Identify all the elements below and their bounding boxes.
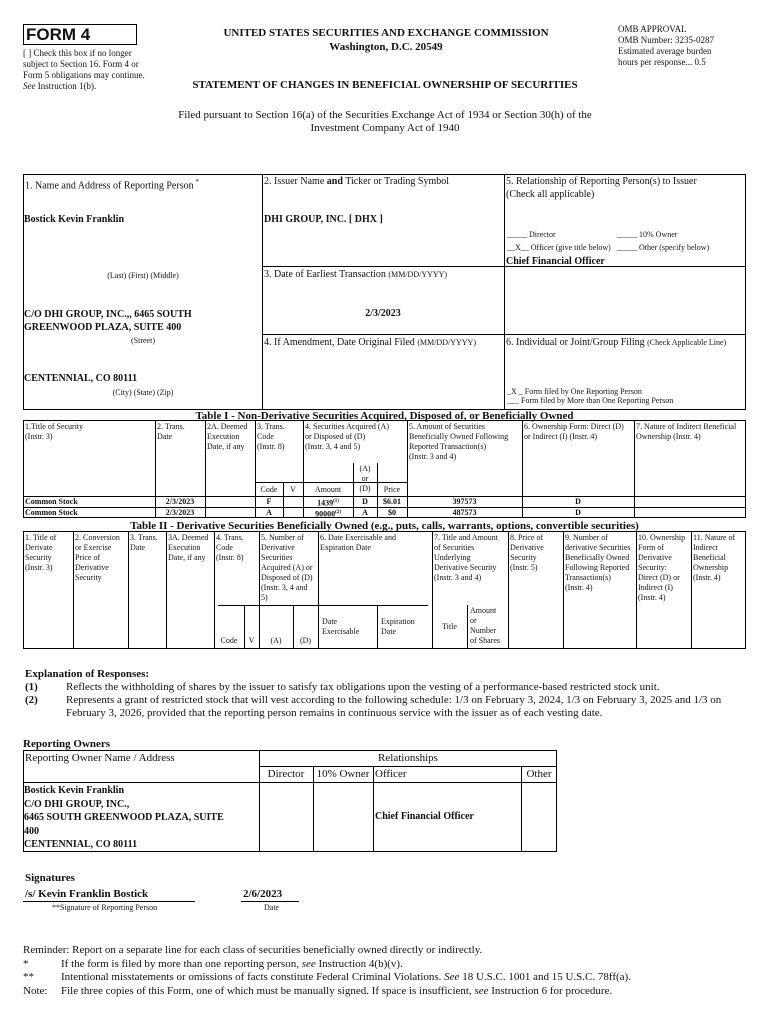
owners-col-relationships: Relationships — [378, 752, 438, 764]
omb-approval — [618, 24, 768, 68]
t1-r1-form: D — [575, 508, 581, 517]
t1-h-deemed: 2A. Deemed Execution Date, if any — [207, 422, 248, 451]
name-parts-label: (Last) (First) (Middle) — [107, 271, 179, 280]
t1-sub-price: Price — [383, 485, 401, 494]
box2-label — [264, 176, 449, 188]
owner-officer-value: Chief Financial Officer — [375, 811, 474, 822]
box2-label-b: Ticker or Trading Symbol — [342, 176, 450, 187]
footnote-star-text — [61, 958, 403, 971]
table2-title: Table II - Derivative Securities Beneficially Owned (e.g., puts, calls, warrants, options, convertible securities) — [130, 520, 639, 532]
owners-col-officer: Officer — [375, 768, 407, 780]
reminder: Reminder: Report on a separate line for each class of securities beneficially owned directly or indirectly. — [23, 944, 483, 956]
omb-line-3: Estimated average burden — [618, 46, 712, 56]
explanation-num-2: (2) — [25, 694, 38, 706]
t2-sub-date-exercisable: Date Exercisable — [322, 617, 360, 636]
rel-officer: __X__ Officer (give title below) — [507, 243, 611, 252]
filed-pursuant-2: Investment Company Act of 1940 — [310, 122, 460, 134]
box4-label-text: 4. If Amendment, Date Original Filed — [264, 337, 418, 348]
footnote-star-text-b: Instruction 4(b)(v). — [315, 958, 403, 970]
t1-r1-code: A — [266, 508, 272, 517]
explanation-text-1: Reflects the withholding of shares by the issuer to satisfy tax obligations upon the vesting of a performance-based restricted stock unit. — [66, 681, 660, 693]
reporting-person-name: Bostick Kevin Franklin — [24, 214, 125, 225]
address-line-1: C/O DHI GROUP, INC.,, 6465 SOUTH — [24, 309, 192, 320]
box1-label — [25, 176, 199, 192]
box3-label-text: 3. Date of Earliest Transaction — [264, 269, 389, 280]
footnote-note-text — [61, 985, 612, 998]
omb-line-2: OMB Number: 3235-0287 — [618, 35, 714, 45]
footnote-double-star-mark: ** — [23, 971, 34, 983]
footnote-star-text-a: If the form is filed by more than one reporting person, — [61, 958, 302, 970]
t2-sub-v: V — [248, 636, 255, 645]
t1-r0-price: $6.01 — [383, 497, 401, 506]
address-line-2: GREENWOOD PLAZA, SUITE 400 — [24, 322, 182, 333]
city-label: (City) (State) (Zip) — [112, 388, 174, 397]
t1-sub-aord: (A) or (D) — [359, 464, 371, 493]
issuer-name: DHI GROUP, INC. [ DHX ] — [264, 214, 383, 225]
check-box-note-end: Instruction 1(b). — [35, 81, 97, 91]
t2-h-owned: 9. Number of derivative Securities Beneficially Owned Following Reported Transaction(s) (Instr. 4) — [565, 533, 631, 592]
rel-director: _____ Director — [507, 230, 556, 239]
t1-r0-amount-note: (1) — [333, 499, 339, 504]
owners-col-10-owner: 10% Owner — [316, 768, 370, 780]
t1-r0-title: Common Stock — [25, 497, 78, 506]
signatures-heading: Signatures — [25, 872, 75, 884]
omb-line-4: hours per response... 0.5 — [618, 57, 706, 67]
t1-h-acquired: 4. Securities Acquired (A) or Disposed of (D) (Instr. 3, 4 and 5) — [305, 422, 389, 451]
t2-h-nature: 11. Nature of Indirect Beneficial Ownership (Instr. 4) — [693, 533, 736, 582]
check-box-note — [23, 48, 153, 92]
t1-sub-code: Code — [260, 485, 278, 494]
box4-format: (MM/DD/YYYY) — [417, 338, 476, 347]
footnote-note-text-a: File three copies of this Form, one of which must be manually signed. If space is insufficient, — [61, 985, 475, 997]
agency-name: UNITED STATES SECURITIES AND EXCHANGE COMMISSION — [223, 27, 549, 39]
table-row — [23, 508, 746, 518]
footnote-star-see: see — [301, 958, 316, 970]
t1-sub-v: V — [290, 485, 296, 494]
box6-note: (Check Applicable Line) — [647, 338, 727, 347]
box3-label — [264, 269, 447, 281]
t1-r1-date: 2/3/2023 — [165, 508, 195, 517]
t1-r1-amount-note: (2) — [335, 510, 341, 515]
box3-format: (MM/DD/YYYY) — [388, 270, 448, 279]
t1-h-title: 1.Title of Security (Instr. 3) — [25, 422, 84, 441]
box4-label — [264, 337, 476, 349]
box6-label-text: 6. Individual or Joint/Group Filing — [506, 337, 648, 348]
t1-r0-aord: D — [362, 497, 368, 506]
footnote-note-mark: Note: — [23, 985, 48, 997]
box2-label-a: 2. Issuer Name — [264, 176, 327, 187]
t1-r1-owned: 487573 — [452, 508, 477, 517]
signature-label: **Signature of Reporting Person — [52, 903, 158, 912]
t1-h-form: 6. Ownership Form: Direct (D) or Indirect (I) (Instr. 4) — [524, 422, 624, 441]
signature-name: /s/ Kevin Franklin Bostick — [25, 888, 149, 900]
t2-h-form: 10. Ownership Form of Derivative Security: Direct (D) or Indirect (I) (Instr. 4) — [638, 533, 686, 602]
t2-h-number: 5. Number of Derivative Securities Acquired (A) or Disposed of (D) (Instr. 3, 4 and 5) — [261, 533, 313, 602]
footnote-double-star-see: See — [444, 971, 460, 983]
owner-name-address: Bostick Kevin Franklin C/O DHI GROUP, INC., 6465 SOUTH GREENWOOD PLAZA, SUITE 400 CENTENNIAL, CO 80111 — [24, 785, 224, 850]
explanation-heading: Explanation of Responses: — [25, 668, 150, 680]
owners-col-director: Director — [267, 768, 305, 780]
t2-h-deemed: 3A. Deemed Execution Date, if any — [168, 533, 209, 562]
t1-r0-date: 2/3/2023 — [165, 497, 195, 506]
box5-label: 5. Relationship of Reporting Person(s) to Issuer — [506, 176, 697, 187]
t1-r0-amount-value: 1439 — [317, 498, 334, 508]
t2-h-code: 4. Trans. Code (Instr. 8) — [216, 533, 244, 562]
t2-h-date: 3. Trans. Date — [130, 533, 158, 552]
t1-r1-amount — [303, 508, 353, 520]
footnote-note-see: see — [474, 985, 489, 997]
signature-date: 2/6/2023 — [243, 888, 283, 900]
t1-r0-code: F — [266, 497, 272, 506]
box1-star: * — [193, 178, 199, 186]
t1-sub-amount: Amount — [314, 485, 342, 494]
t1-h-date: 2. Trans. Date — [157, 422, 185, 441]
t2-h-title: 1. Title of Derivate Security (Instr. 3) — [25, 533, 57, 572]
t2-sub-amount: Amount or Number of Shares — [470, 606, 500, 645]
t2-h-underlying: 7. Title and Amount of Securities Underlying Derivative Security (Instr. 3 and 4) — [434, 533, 499, 582]
explanation-num-1: (1) — [25, 681, 38, 693]
rel-other: _____ Other (specify below) — [617, 243, 710, 252]
statement-title: STATEMENT OF CHANGES IN BENEFICIAL OWNERSHIP OF SECURITIES — [192, 79, 578, 91]
signature-date-label: Date — [264, 903, 280, 912]
t2-h-exercisable: 6. Date Exercisable and Expiration Date — [320, 533, 396, 552]
owners-heading: Reporting Owners — [23, 738, 111, 750]
t1-h-owned: 5. Amount of Securities Beneficially Owned Following Reported Transaction(s) (Instr. 3 and 4) — [409, 422, 509, 461]
t1-r1-amount-value: 90000 — [315, 509, 336, 519]
t2-sub-code: Code — [220, 636, 238, 645]
check-box-note-see: See — [23, 81, 36, 91]
footnote-note-text-b: Instruction 6 for procedure. — [488, 985, 613, 997]
filing-one-person: _X _ Form filed by One Reporting Person — [507, 387, 642, 396]
t2-sub-a: (A) — [270, 636, 282, 645]
box2-label-and: and — [326, 176, 343, 187]
t1-h-code: 3. Trans. Code (Instr. 8) — [257, 422, 285, 451]
footnote-double-star-text — [61, 971, 631, 984]
t2-sub-d: (D) — [299, 636, 312, 645]
footnote-double-star-text-a: Intentional misstatements or omissions of facts constitute Federal Criminal Violations. — [61, 971, 445, 983]
t2-sub-expiration: Expiration Date — [381, 617, 415, 636]
box1-label-text: 1. Name and Address of Reporting Person — [25, 180, 194, 192]
check-box-note-text: [ ] Check this box if no longer subject to Section 16. Form 4 or Form 5 obligations may continue. — [23, 48, 145, 80]
city-state-zip: CENTENNIAL, CO 80111 — [24, 373, 138, 384]
table-row — [23, 497, 746, 507]
t1-r1-title: Common Stock — [25, 508, 78, 517]
filing-more-persons: ___ Form filed by More than One Reporting Person — [507, 396, 674, 405]
table1-title: Table I - Non-Derivative Securities Acquired, Disposed of, or Beneficially Owned — [195, 410, 574, 422]
omb-line-1: OMB APPROVAL — [618, 24, 687, 34]
filed-pursuant-1: Filed pursuant to Section 16(a) of the Securities Exchange Act of 1934 or Section 30(h) of the — [178, 109, 592, 121]
explanation-text-2: Represents a grant of restricted stock that will vest according to the following schedule: 1/3 on February 3, 2024, 1/3 on February 3, 2025 and 1/3 on February 3, 2026, provided that the reporting person remains in continuous service with the issuer as of each vesting date. — [66, 694, 722, 719]
agency-city: Washington, D.C. 20549 — [329, 41, 443, 53]
t1-r1-price: $0 — [388, 508, 396, 517]
t1-r0-form: D — [575, 497, 581, 506]
box5-sub: (Check all applicable) — [506, 189, 595, 200]
t2-sub-title: Title — [442, 622, 457, 631]
earliest-transaction-date: 2/3/2023 — [365, 308, 401, 319]
rel-10-owner: _____ 10% Owner — [617, 230, 678, 239]
t2-h-price: 8. Price of Derivative Security (Instr. 5) — [510, 533, 544, 572]
t1-r0-owned: 397573 — [452, 497, 477, 506]
footnote-star-mark: * — [23, 958, 29, 970]
t2-h-conversion: 2. Conversion or Exercise Price of Derivative Security — [75, 533, 120, 582]
owners-col-name: Reporting Owner Name / Address — [25, 752, 175, 764]
t1-r0-amount — [303, 497, 353, 509]
form-title: FORM 4 — [26, 25, 91, 44]
t1-h-nature: 7. Nature of Indirect Beneficial Ownership (Instr. 4) — [636, 422, 737, 441]
officer-title: Chief Financial Officer — [506, 256, 605, 267]
t1-r1-aord: A — [362, 508, 368, 517]
footnote-double-star-text-b: 18 U.S.C. 1001 and 15 U.S.C. 78ff(a). — [459, 971, 631, 983]
owners-col-other: Other — [526, 768, 552, 780]
box6-label — [506, 337, 744, 349]
street-label: (Street) — [131, 336, 155, 345]
